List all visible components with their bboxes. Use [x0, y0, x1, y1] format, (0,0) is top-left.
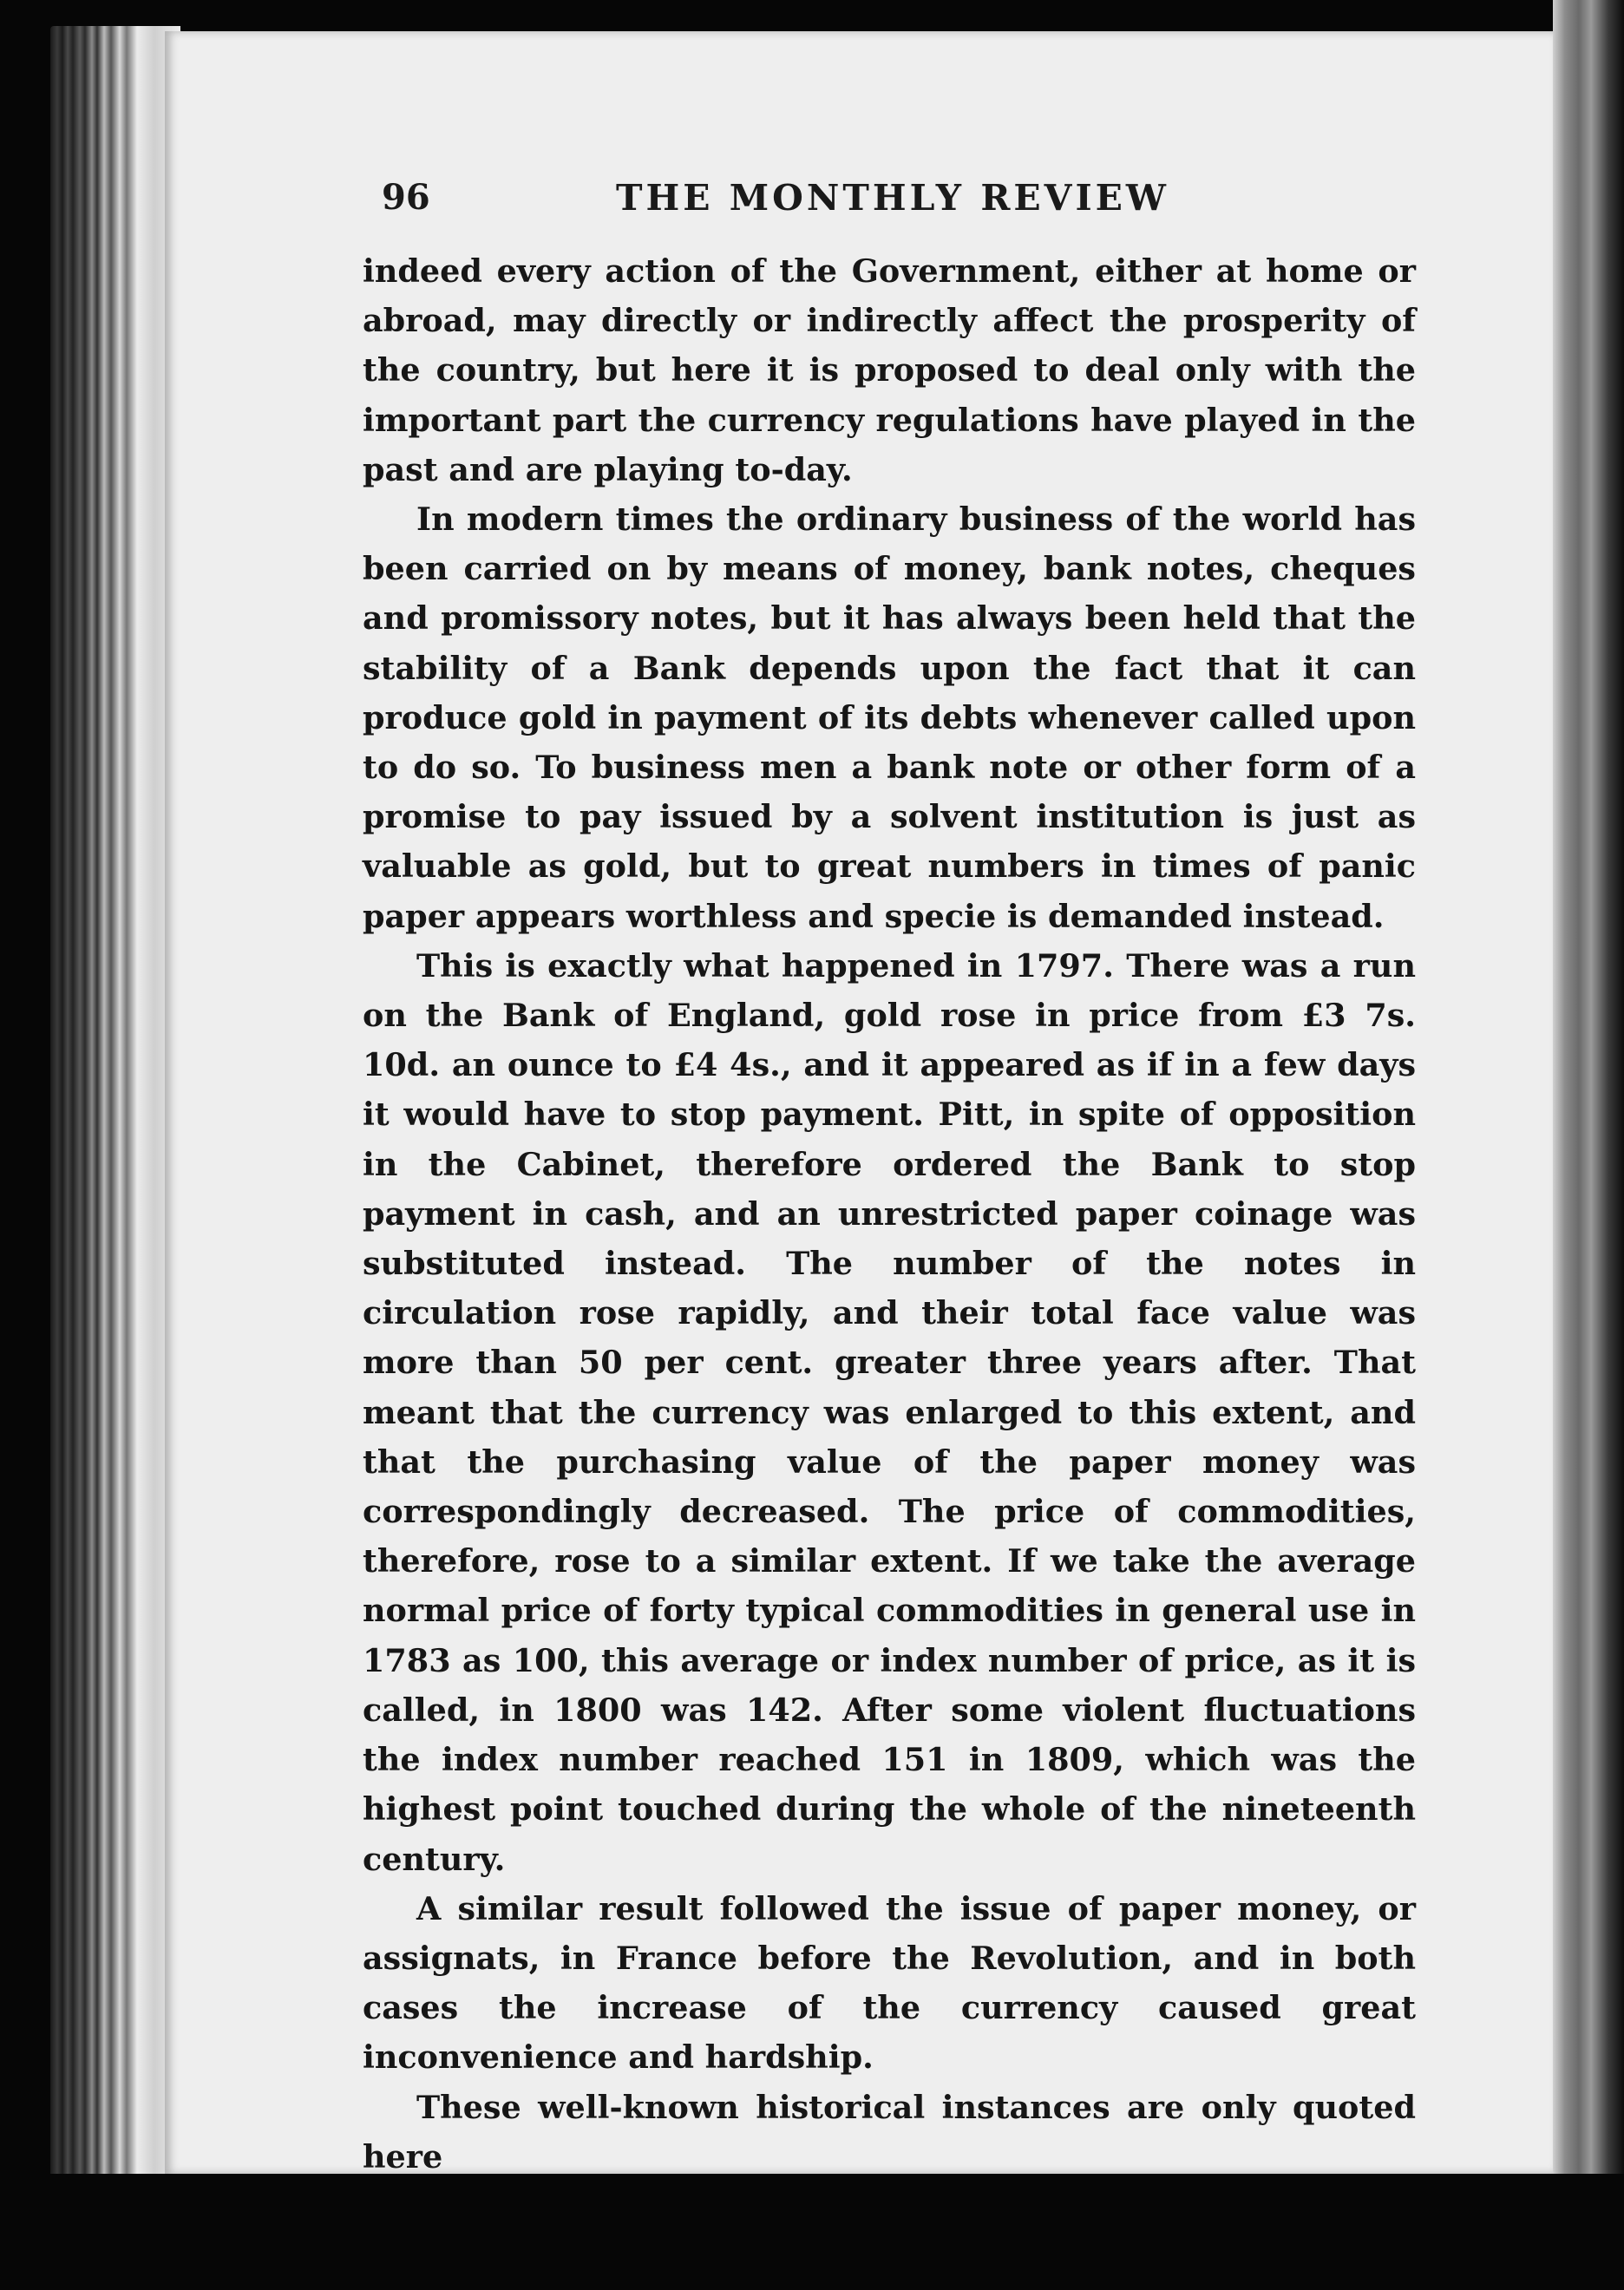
paragraph-modern-business: In modern times the ordinary business of the world has been carried on by means of money, bank notes, cheques and promissory notes, but it has always been held that the stability of a Bank depends upon the fact that it can produce gold in payment of its debts whenever called upon to do so. To business men a bank note or other form of a promise to pay issued by a solvent institution is just as valuable as gold, but to great numbers in times of panic paper appears worthless and specie is demanded instead.: [363, 501, 1416, 935]
scan-bottom-margin: [0, 2174, 1624, 2290]
page-header: [382, 173, 1397, 229]
paragraph-continued: indeed every action of the Government, either at home or abroad, may directly or indirectly affect the prosperity of the country, but here it is proposed to deal only with the important part the currency regulations have played in the past and are playing to-day.: [363, 252, 1416, 488]
body-text: [363, 246, 1416, 2182]
paragraph-historical-instances: These well-known historical instances are only quoted here: [363, 2088, 1416, 2176]
scan-gutter-shadow: [1553, 0, 1624, 2290]
page-number: 96: [382, 177, 430, 218]
book-page-edges: [50, 26, 180, 2177]
running-title: THE MONTHLY REVIEW: [616, 177, 1169, 219]
paragraph-1797-bank-run: This is exactly what happened in 1797. There was a run on the Bank of England, gold rose in price from £3 7s. 10d. an ounce to £4 4s., and it appeared as if in a few days it would have to stop payment. Pitt, in spite of opposition in the Cabinet, therefore ordered the Bank to stop payment in cash, and an unrestricted paper coinage was substituted instead. The number of the notes in circulation rose rapidly, and their total face value was more than 50 per cent. greater three years after. That meant that the currency was enlarged to this extent, and that the purchasing value of the paper money was correspondingly decreased. The price of commodities, therefore, rose to a similar extent. If we take the average normal price of forty typical commodities in general use in 1783 as 100, this average or index number of price, as it is called, in 1800 was 142. After some violent fluctuations the index number reached 151 in 1809, which was the highest point touched during the whole of the nineteenth century.: [363, 946, 1416, 1878]
paragraph-assignats: A similar result followed the issue of paper money, or assignats, in France before the Revolution, and in both cases the increase of the currency caused great inconvenience and hardship.: [363, 1889, 1416, 2077]
